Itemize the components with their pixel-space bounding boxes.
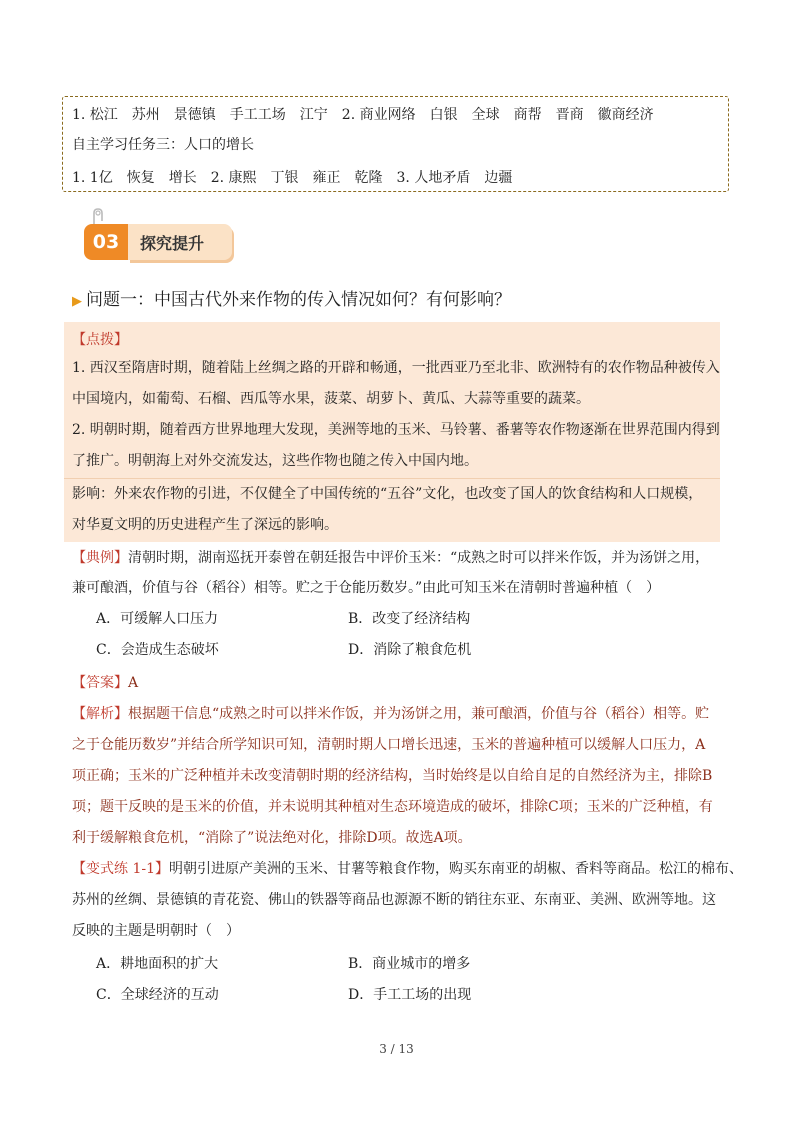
tips-header: 【点拨】	[72, 332, 128, 348]
key-points-line-2: 自主学习任务三：人口的增长	[72, 137, 254, 153]
analysis-line-5: 利于缓解粮食危机，“消除了”说法绝对化，排除D项。故选A项。	[72, 830, 472, 846]
analysis-label: 【解析】	[72, 706, 128, 722]
example-line-1	[72, 548, 709, 568]
variant-line-3: 反映的主题是明朝时（ ）	[72, 923, 240, 939]
analysis-text-1: 根据题干信息“成熟之时可以拌米作饭，并为汤饼之用，兼可酿酒，价值与谷（稻谷）相等。贮	[128, 706, 710, 722]
section-title: 探究提升	[128, 224, 232, 260]
tips-paragraph-1-line-1: 1. 西汉至隋唐时期，随着陆上丝绸之路的开辟和畅通，一批西亚乃至北非、欧洲特有的农作物品种被传入	[72, 360, 720, 376]
page-number: 3 / 13	[379, 1042, 414, 1056]
tips-paragraph-2-line-1: 2. 明朝时期，随着西方世界地理大发现，美洲等地的玉米、马铃薯、番薯等农作物逐渐在世界范围内得到	[72, 422, 720, 438]
question-title	[72, 288, 511, 314]
tips-impact-line-1: 影响：外来农作物的引进，不仅健全了中国传统的“五谷”文化，也改变了国人的饮食结构和人口规模，	[72, 486, 703, 502]
key-points-line-3: 1. 1亿 恢复 增长 2. 康熙 丁银 雍正 乾隆 3. 人地矛盾 边疆	[72, 170, 513, 186]
variant-option-c: C．全球经济的互动	[96, 987, 219, 1003]
triangle-bullet-icon: ▶	[72, 294, 82, 309]
example-option-c: C．会造成生态破坏	[96, 642, 219, 658]
example-option-d: D．消除了粮食危机	[348, 642, 472, 658]
variant-label: 【变式练 1-1】	[72, 861, 169, 877]
tips-paragraph-2-line-2: 了推广。明朝海上对外交流发达，这些作物也随之传入中国内地。	[72, 453, 478, 469]
question-title-text: 问题一：中国古代外来作物的传入情况如何？有何影响？	[86, 290, 511, 310]
variant-text-1: 明朝引进原产美洲的玉米、甘薯等粮食作物，购买东南亚的胡椒、香料等商品。松江的棉布、	[169, 861, 743, 877]
tips-impact-line-2: 对华夏文明的历史进程产生了深远的影响。	[72, 517, 338, 533]
variant-option-a: A．耕地面积的扩大	[96, 956, 219, 972]
section-number: 03	[84, 224, 128, 260]
example-line-2: 兼可酿酒，价值与谷（稻谷）相等。贮之于仓能历数岁。”由此可知玉米在清朝时普遍种植（ ）	[72, 580, 661, 596]
tips-paragraph-1-line-2: 中国境内，如葡萄、石榴、西瓜等水果，菠菜、胡萝卜、黄瓜、大蒜等重要的蔬菜。	[72, 391, 590, 407]
answer-label: 【答案】	[72, 675, 128, 691]
example-option-a: A．可缓解人口压力	[96, 611, 219, 627]
analysis-line-3: 项正确；玉米的广泛种植并未改变清朝时期的经济结构，当时始终是以自给自足的自然经济为主，排除B	[72, 768, 713, 784]
example-text-1: 清朝时期，湖南巡抚开泰曾在朝廷报告中评价玉米：“成熟之时可以拌米作饭，并为汤饼之用，	[128, 550, 710, 566]
example-label: 【典例】	[72, 550, 128, 566]
example-option-b: B．改变了经济结构	[348, 611, 471, 627]
analysis-line-2: 之于仓能历数岁”并结合所学知识可知，清朝时期人口增长迅速，玉米的普遍种植可以缓解人口压力，A	[72, 737, 706, 753]
key-points-line-1: 1. 松江 苏州 景德镇 手工工场 江宁 2. 商业网络 白银 全球 商帮 晋商 徽商经济	[72, 107, 654, 123]
variant-line-1	[72, 859, 743, 879]
variant-option-d: D．手工工场的出现	[348, 987, 472, 1003]
tips-divider	[64, 478, 720, 479]
variant-line-2: 苏州的丝绸、景德镇的青花瓷、佛山的铁器等商品也源源不断的销往东亚、东南亚、美洲、欧洲等地。这	[72, 892, 716, 908]
variant-option-b: B．商业城市的增多	[348, 956, 471, 972]
answer-value: A	[128, 675, 139, 691]
answer-line	[72, 673, 138, 693]
analysis-line-1	[72, 704, 709, 724]
analysis-line-4: 项；题干反映的是玉米的价值，并未说明其种植对生态环境造成的破坏，排除C项；玉米的广泛种植，有	[72, 799, 713, 815]
